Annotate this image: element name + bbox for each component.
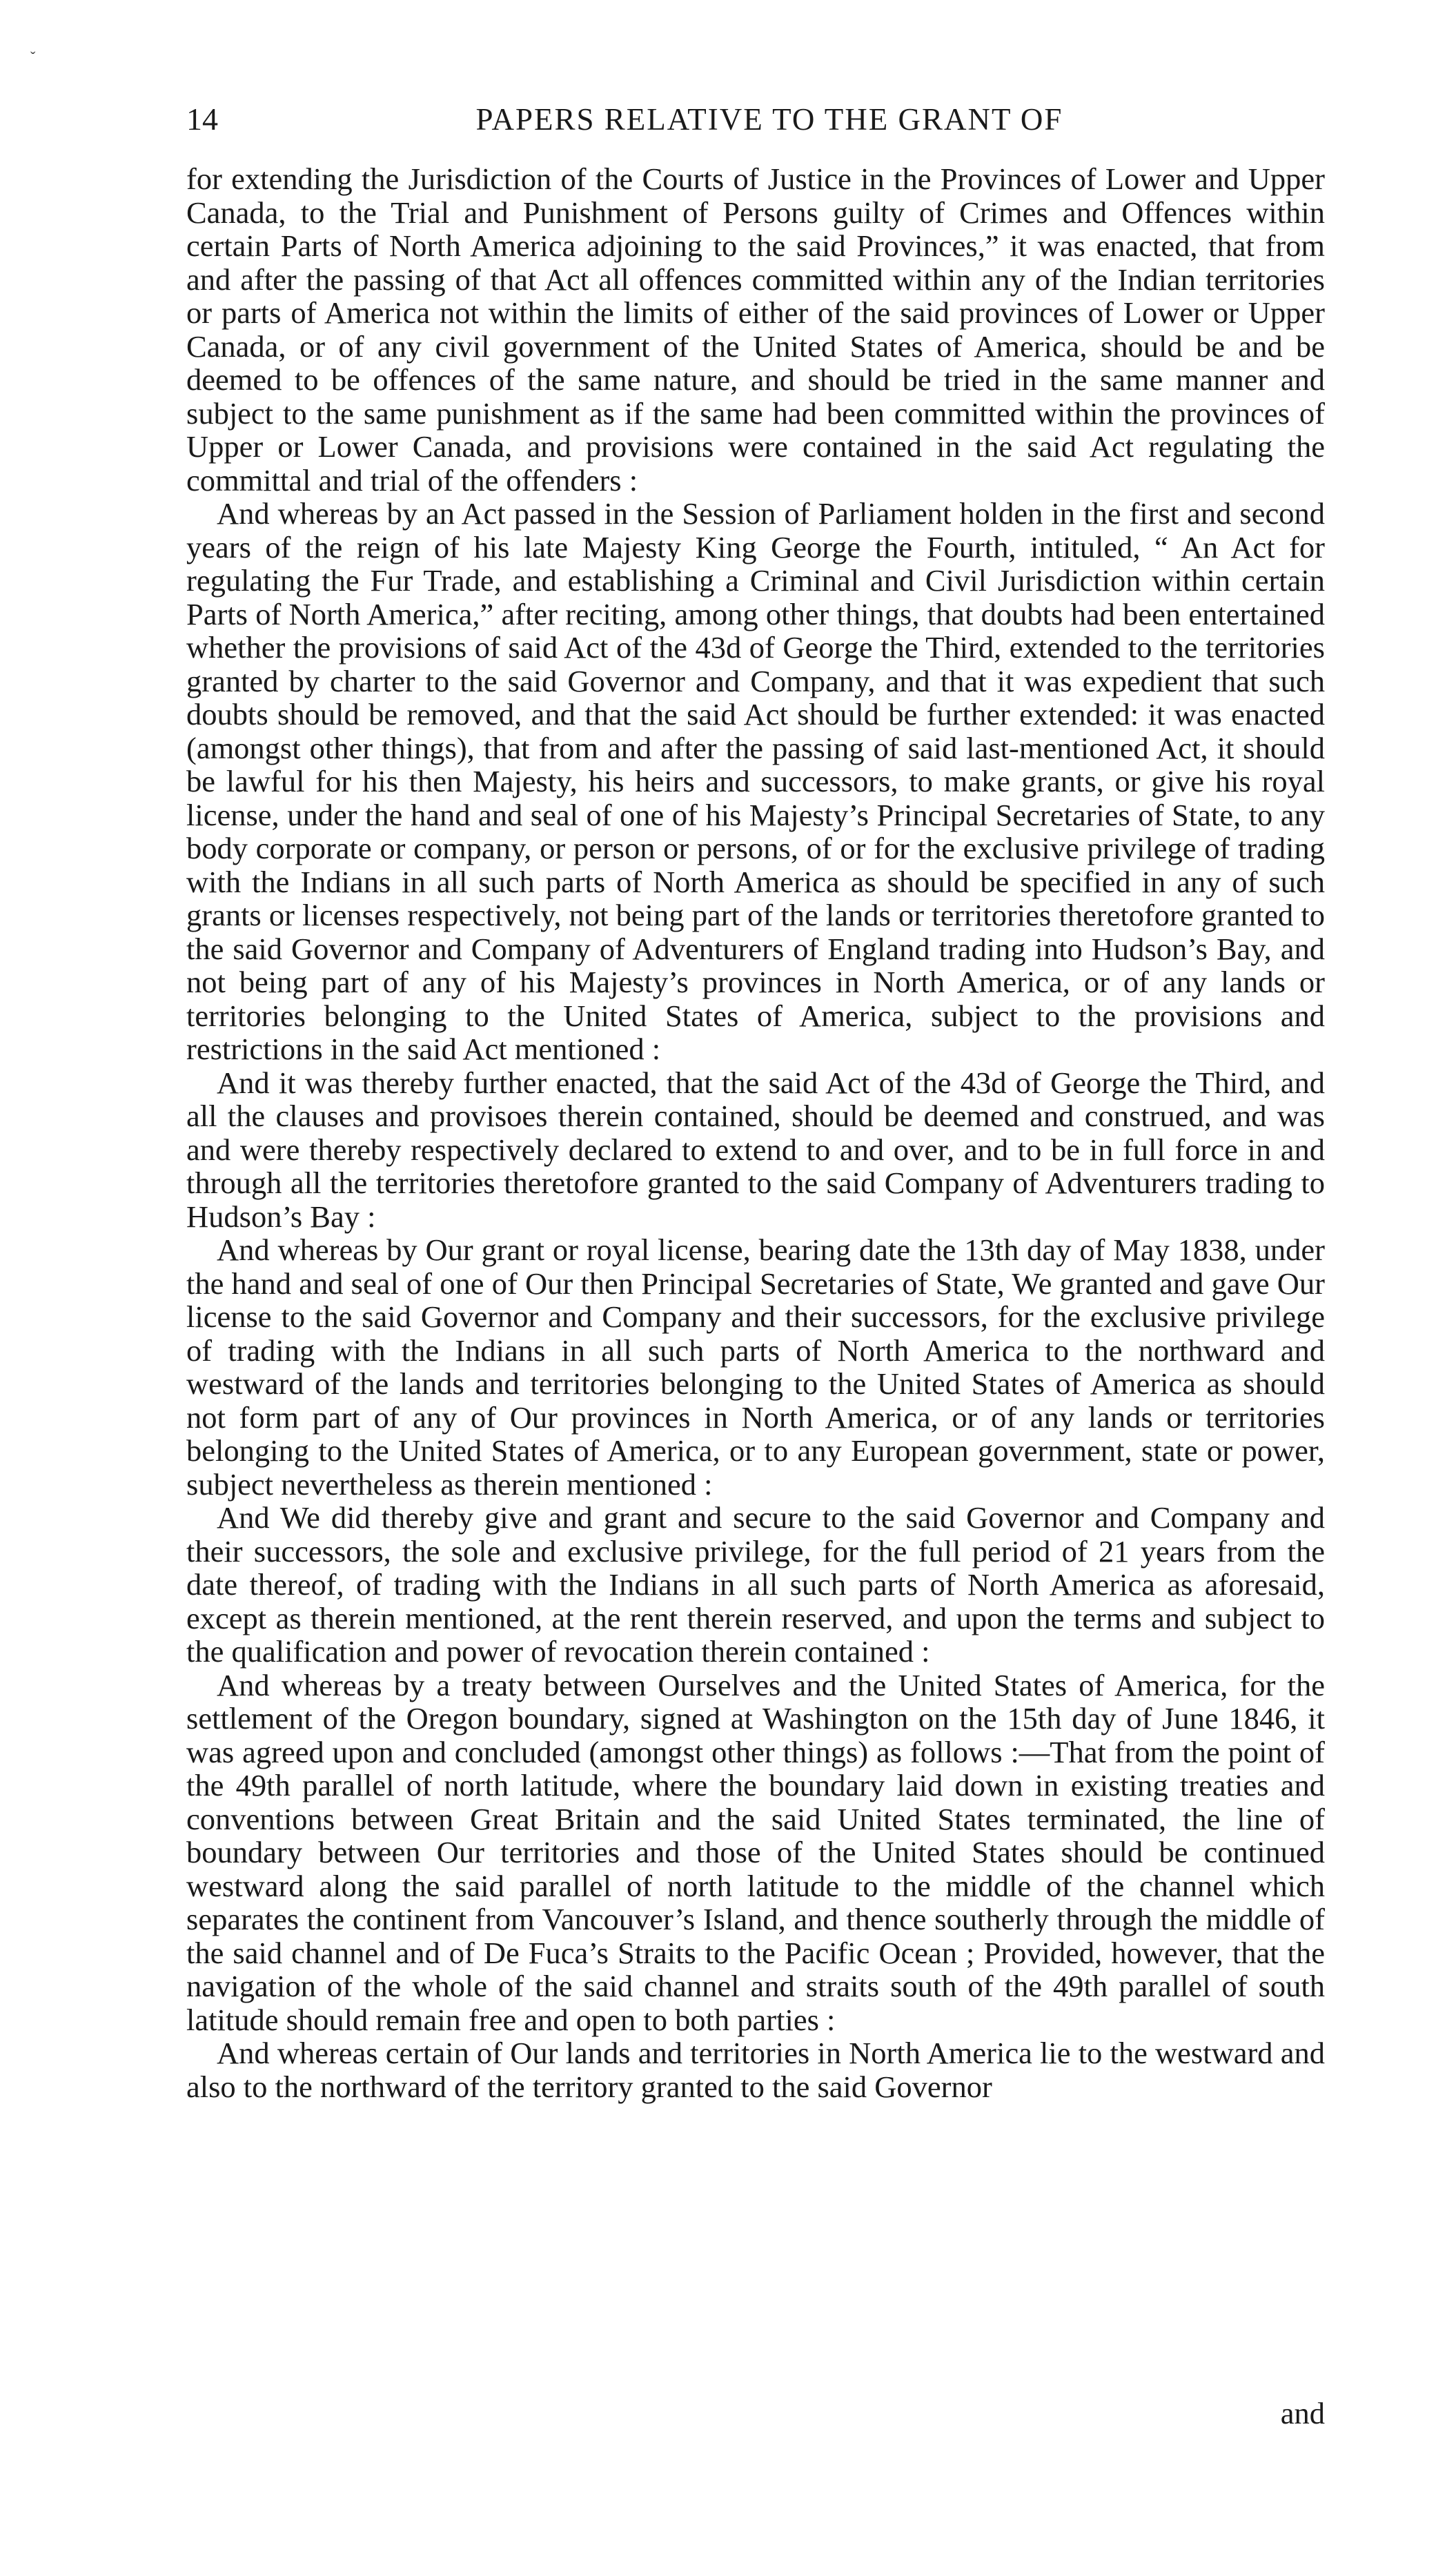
paragraph-1: for extending the Jurisdiction of the Courts of Justice in the Provinces of Lower and Upper Canada, to the Trial and Punishment of Persons guilty of Crimes and Offences within certain Parts of North America adjoining to the said Provinces,” it was enacted, that from and after the passing of that Act all offences committed within any of the Indian territories or parts of America not within the limits of either of the said provinces of Lower or Upper Canada, or of any civil government of the United States of America, should be and be deemed to be offences of the same nature, and should be tried in the same manner and subject to the same punishment as if the same had been committed within the provinces of Upper or Lower Canada, and provisions were contained in the said Act regulating the committal and trial of the offenders : xyxy=(186,161,1325,498)
body-text xyxy=(186,162,1325,2103)
paragraph-3: And it was thereby further enacted, that the said Act of the 43d of George the Third, and all the clauses and provisoes therein contained, should be deemed and construed, and was and were thereby respectively declared to extend to and over, and to be in full force in and through all the territories theretofore granted to the said Company of Adventurers trading to Hudson’s Bay : xyxy=(186,1065,1325,1234)
paragraph-7: And whereas certain of Our lands and territories in North America lie to the westward and also to the northward of the territory granted to the said Governor xyxy=(186,2036,1325,2104)
running-head: PAPERS RELATIVE TO THE GRANT OF xyxy=(475,102,1063,137)
paragraph-5: And We did thereby give and grant and secure to the said Governor and Company and their successors, the sole and exclusive privilege, for the full period of 21 years from the date thereof, of trading with the Indians in all such parts of North America as aforesaid, except as therein mentioned, at the rent therein reserved, and upon the terms and subject to the qualification and power of revocation therein contained : xyxy=(186,1500,1325,1669)
page-number: 14 xyxy=(186,101,218,137)
catchword: and xyxy=(1280,2396,1325,2430)
paragraph-2: And whereas by an Act passed in the Session of Parliament holden in the first and second years of the reign of his late Majesty King George the Fourth, intituled, “ An Act for regulating the Fur Trade, and establishing a Criminal and Civil Jurisdiction within certain Parts of North America,” after reciting, among other things, that doubts had been entertained whether the provisions of said Act of the 43d of George the Third, extended to the territories granted by charter to the said Governor and Company, and that it was expedient that such doubts should be removed, and that the said Act should be further extended: it was enacted (amongst other things), that from and after the passing of said last-mentioned Act, it should be lawful for his then Majesty, his heirs and successors, to make grants, or give his royal license, under the hand and seal of one of his Majesty’s Principal Secretaries of State, to any body corporate or company, or person or persons, of or for the exclusive privilege of trading with the Indians in all such parts of North America as should be specified in any of such grants or licenses respectively, not being part of the lands or territories theretofore granted to the said Governor and Company of Adventurers of England trading into Hudson’s Bay, and not being part of any of his Majesty’s provinces in North America, or of any lands or territories belonging to the United States of America, subject to the provisions and restrictions in the said Act mentioned : xyxy=(186,496,1325,1066)
paragraph-4: And whereas by Our grant or royal license, bearing date the 13th day of May 1838, under the hand and seal of one of Our then Principal Secretaries of State, We granted and gave Our license to the said Governor and Company and their successors, for the exclusive privilege of trading with the Indians in all such parts of North America to the northward and westward of the lands and territories belonging to the United States of America as should not form part of any of Our provinces in North America, or of any lands or territories belonging to the United States of America, or to any European government, state or power, subject nevertheless as therein mentioned : xyxy=(186,1232,1325,1502)
paragraph-6: And whereas by a treaty between Ourselves and the United States of America, for the settlement of the Oregon boundary, signed at Washington on the 15th day of June 1846, it was agreed upon and concluded (amongst other things) as follows :—That from the point of the 49th parallel of north latitude, where the boundary laid down in existing treaties and conventions between Great Britain and the said United States terminated, the line of boundary between Our territories and those of the United States should be continued westward along the said parallel of north latitude to the middle of the channel which separates the continent from Vancouver’s Island, and thence southerly through the middle of the said channel and of De Fuca’s Straits to the Pacific Ocean ; Provided, however, that the navigation of the whole of the said channel and straits south of the 49th parallel of south latitude should remain free and open to both parties : xyxy=(186,1667,1325,2037)
margin-mark: ˇ xyxy=(30,48,36,66)
page-header xyxy=(186,95,1325,144)
